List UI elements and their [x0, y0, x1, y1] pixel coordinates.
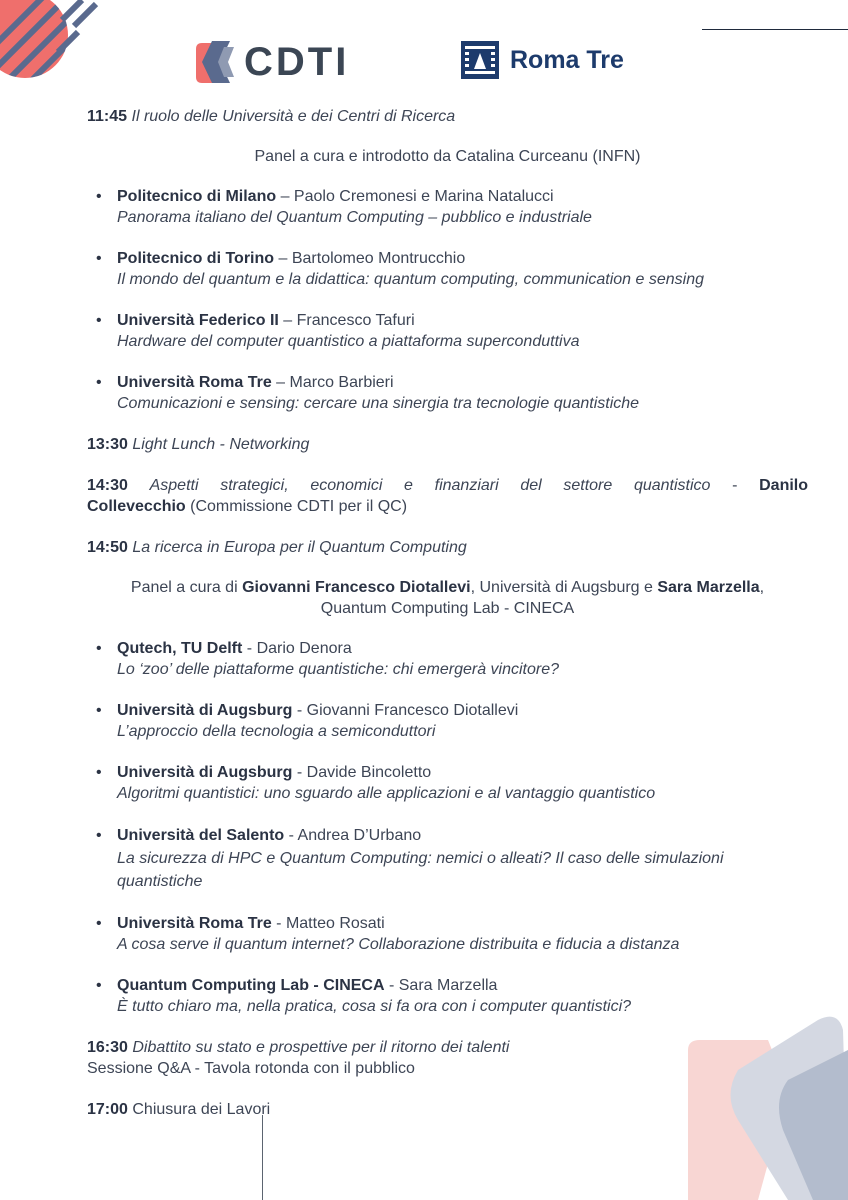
talk-speaker: Sara Marzella [398, 977, 498, 994]
session-1450-panel [87, 577, 808, 619]
session-time: 11:45 [87, 108, 128, 125]
talk-speaker: Andrea D’Urbano [297, 827, 422, 844]
talk-title: L’approccio della tecnologia a semiconduttori [117, 723, 436, 740]
session-1450-talks [87, 638, 808, 1017]
talk-title: Panorama italiano del Quantum Computing – pubblico e industriale [117, 209, 592, 226]
talk-speaker: Dario Denora [256, 640, 352, 657]
agenda [87, 106, 808, 1120]
session-title: Dibattito su stato e prospettive per il ritorno dei talenti [132, 1039, 510, 1056]
talk-title: È tutto chiaro ma, nella pratica, cosa si fa ora con i computer quantistici? [117, 998, 632, 1015]
panel-moderator: Sara Marzella [657, 579, 760, 596]
talk-speaker: Francesco Tafuri [296, 312, 415, 329]
talk-title: Comunicazioni e sensing: cercare una sinergia tra tecnologie quantistiche [117, 395, 640, 412]
talk-org: Politecnico di Torino [117, 250, 275, 267]
panel-moderator: Giovanni Francesco Diotallevi [242, 579, 471, 596]
session-time: 17:00 [87, 1101, 128, 1118]
talk-org: Università di Augsburg [117, 764, 293, 781]
talk-org: Università del Salento [117, 827, 285, 844]
session-title: Chiusura dei Lavori [132, 1101, 271, 1118]
talk-org: Qutech, TU Delft [117, 640, 243, 657]
session-time: 14:30 [87, 477, 128, 494]
talk-speaker: Giovanni Francesco Diotallevi [306, 702, 519, 719]
panel-text: , [759, 579, 765, 596]
talk-separator: – [278, 312, 297, 329]
talk-separator: - [292, 702, 307, 719]
talk-org: Università Roma Tre [117, 915, 272, 932]
session-subtitle: Sessione Q&A - Tavola rotonda con il pubblico [87, 1060, 415, 1077]
list-item [87, 975, 808, 1017]
footer-rule [262, 1115, 263, 1200]
session-title: Il ruolo delle Università e dei Centri di Ricerca [131, 108, 456, 125]
cdti-logo [190, 37, 349, 87]
list-item [87, 824, 808, 893]
list-item [87, 372, 808, 414]
session-1145-panel: Panel a cura e introdotto da Catalina Curceanu (INFN) [254, 148, 641, 165]
session-1630-heading [87, 1037, 808, 1079]
talk-separator: - [292, 764, 307, 781]
roma-tre-logo [460, 40, 624, 80]
talk-speaker: Bartolomeo Montrucchio [291, 250, 466, 267]
session-title: La ricerca in Europa per il Quantum Computing [132, 539, 467, 556]
list-item [87, 248, 808, 290]
talk-separator: - [384, 977, 399, 994]
talk-org: Università Federico II [117, 312, 279, 329]
talk-separator: - [271, 915, 286, 932]
session-1430-line2 [87, 496, 808, 517]
talk-separator: – [274, 250, 292, 267]
session-time: 13:30 [87, 436, 128, 453]
talk-title: A cosa serve il quantum internet? Collaborazione distribuita e fiducia a distanza [117, 936, 680, 953]
session-speaker-first: Danilo [759, 477, 809, 494]
talk-separator: - [242, 640, 257, 657]
session-time: 16:30 [87, 1039, 128, 1056]
panel-text: Panel a cura di [130, 579, 243, 596]
panel-text: , Università di Augsburg e [470, 579, 658, 596]
talk-speaker: Matteo Rosati [285, 915, 385, 932]
session-1450-heading [87, 537, 808, 558]
talk-speaker: Marco Barbieri [289, 374, 394, 391]
session-1330-heading [87, 434, 808, 455]
cdti-logo-text: CDTI [244, 40, 350, 84]
roma-tre-logo-mark [460, 40, 500, 80]
session-1430-line1 [87, 475, 808, 496]
list-item [87, 762, 808, 804]
talk-speaker: Paolo Cremonesi e Marina Natalucci [293, 188, 554, 205]
talk-title: Il mondo del quantum e la didattica: quantum computing, communication e sensing [117, 271, 705, 288]
talk-title: Lo ‘zoo’ delle piattaforme quantistiche: chi emergerà vincitore? [117, 661, 560, 678]
talk-speaker: Davide Bincoletto [306, 764, 432, 781]
header-rule [702, 29, 848, 30]
session-1145-talks [87, 186, 808, 414]
talk-title: La sicurezza di HPC e Quantum Computing: nemici o alleati? Il caso delle simulazioni quantistiche [117, 850, 724, 890]
talk-separator: – [271, 374, 290, 391]
talk-title: Hardware del computer quantistico a piattaforma superconduttiva [117, 333, 580, 350]
session-dash: - [710, 477, 760, 494]
session-affiliation: (Commissione CDTI per il QC) [185, 498, 408, 515]
decorative-corner-graphic [0, 0, 110, 90]
session-1430-heading [87, 475, 808, 517]
roma-tre-logo-text: Roma Tre [510, 45, 624, 74]
list-item [87, 310, 808, 352]
talk-separator: - [284, 827, 298, 844]
panel-affiliation: Quantum Computing Lab - CINECA [320, 600, 575, 617]
list-item [87, 913, 808, 955]
talk-org: Università Roma Tre [117, 374, 272, 391]
session-1145-heading [87, 106, 808, 127]
talk-title: Algoritmi quantistici: uno sguardo alle applicazioni e al vantaggio quantistico [117, 785, 656, 802]
list-item [87, 700, 808, 742]
session-speaker-last: Collevecchio [87, 498, 186, 515]
session-time: 14:50 [87, 539, 128, 556]
talk-separator: – [276, 188, 294, 205]
talk-org: Università di Augsburg [117, 702, 293, 719]
talk-org: Politecnico di Milano [117, 188, 277, 205]
session-title: Light Lunch - Networking [132, 436, 310, 453]
session-1700-heading [87, 1099, 808, 1120]
talk-org: Quantum Computing Lab - CINECA [117, 977, 385, 994]
list-item [87, 186, 808, 228]
cdti-logo-mark [190, 37, 238, 87]
list-item [87, 638, 808, 680]
session-title: Aspetti strategici, economici e finanziari del settore quantistico [149, 477, 711, 494]
